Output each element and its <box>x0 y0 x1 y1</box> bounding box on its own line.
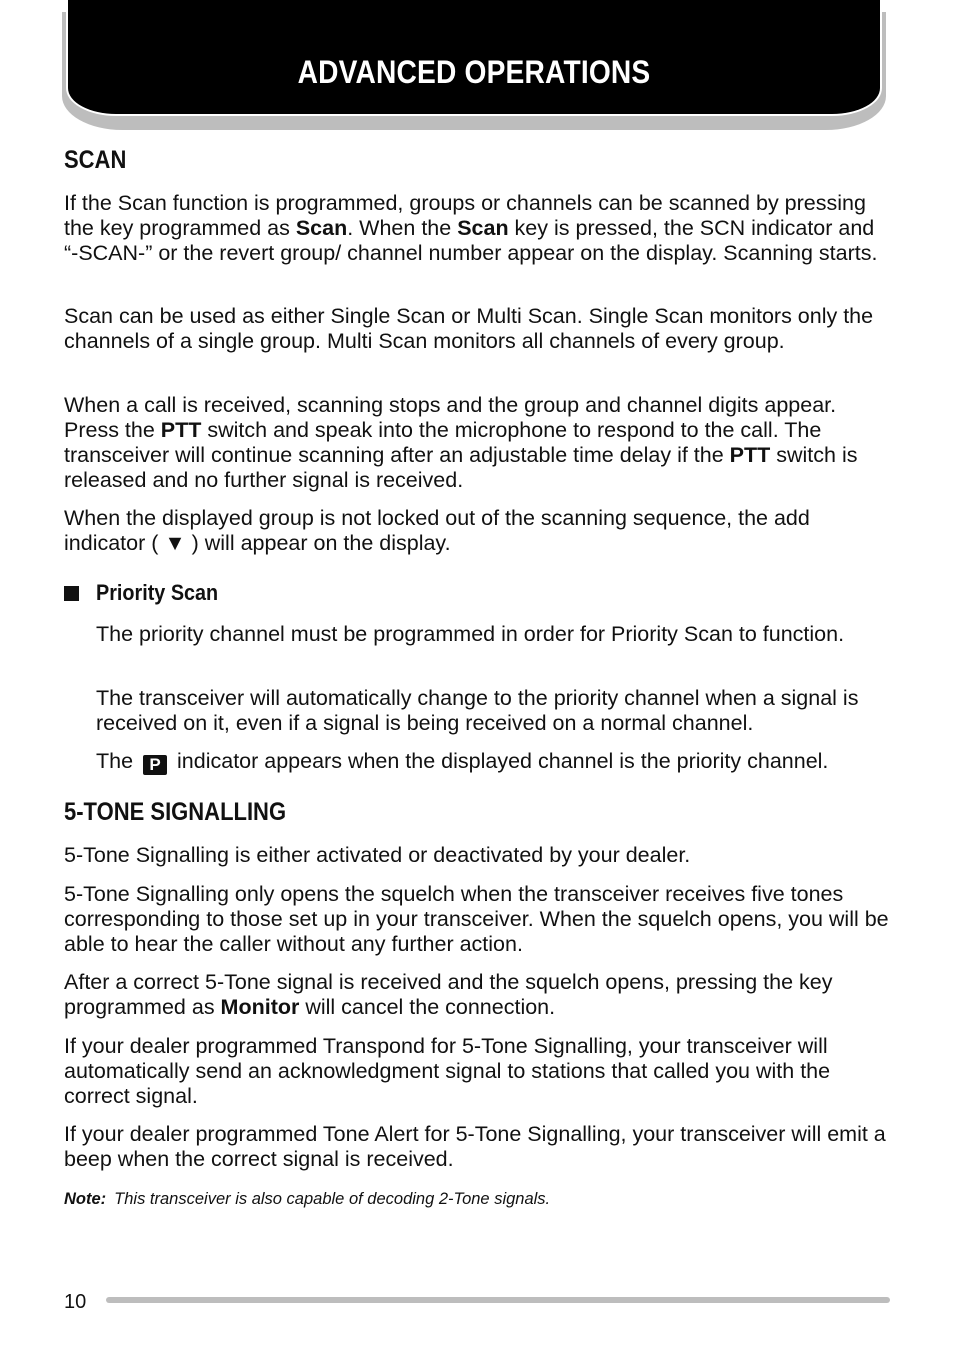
header-banner <box>62 0 886 132</box>
tone-paragraph-5: If your dealer programmed Tone Alert for 5-Tone Signalling, your transceiver will emit a beep when the correct signal is received. <box>64 1122 886 1171</box>
note-label: Note: <box>64 1190 107 1208</box>
tone-paragraph-1: 5-Tone Signalling is either activated or deactivated by your dealer. <box>64 843 691 867</box>
scan-paragraph-4: When the displayed group is not locked out of the scanning sequence, the add indicator ( ▼ ) will appear on the display. <box>64 506 810 555</box>
priority-paragraph-3: The P indicator appears when the displayed channel is the priority channel. <box>96 749 829 774</box>
priority-indicator-icon: P <box>143 755 167 775</box>
priority-scan-heading <box>64 580 232 606</box>
scan-paragraph-3: When a call is received, scanning stops and the group and channel digits appear. Press the PTT switch and speak into the microphone to respond to the call. The transceiver will continue scanning after an adjustable time delay if the PTT switch is released and no further signal is received. <box>64 393 858 492</box>
header-banner-body <box>66 0 882 116</box>
scan-paragraph-2: Scan can be used as either Single Scan or Multi Scan. Single Scan monitors only the channels of a single group. Multi Scan monitors all channels of every group. <box>64 304 874 353</box>
tone-paragraph-4: If your dealer programmed Transpond for 5-Tone Signalling, your transceiver will automatically send an acknowledgment signal to stations that called you with the correct signal. <box>64 1034 831 1108</box>
page-title: ADVANCED OPERATIONS <box>297 54 651 90</box>
bullet-square-icon <box>64 586 79 601</box>
tone-heading: 5-TONE SIGNALLING <box>64 798 287 826</box>
scan-heading: SCAN <box>64 146 127 174</box>
note <box>64 1190 550 1209</box>
tone-paragraph-2: 5-Tone Signalling only opens the squelch when the transceiver receives five tones corresponding to those set up in your transceiver. When the squelch opens, you will be able to hear the caller without any further action. <box>64 882 889 956</box>
footer-rule <box>106 1297 890 1303</box>
tone-paragraph-3: After a correct 5-Tone signal is received and the squelch opens, pressing the key programmed as Monitor will cancel the connection. <box>64 970 833 1019</box>
priority-paragraph-2: The transceiver will automatically change to the priority channel when a signal is received on it, even if a signal is being received on a normal channel. <box>96 686 859 735</box>
scan-paragraph-1: If the Scan function is programmed, groups or channels can be scanned by pressing the key programmed as Scan. When the Scan key is pressed, the SCN indicator and “-SCAN-” or the revert group/ channel number appear on the display. Scanning starts. <box>64 191 878 265</box>
priority-scan-heading-text: Priority Scan <box>96 580 219 605</box>
page-number: 10 <box>64 1291 87 1313</box>
note-text: This transceiver is also capable of decoding 2-Tone signals. <box>114 1190 551 1208</box>
priority-paragraph-1: The priority channel must be programmed in order for Priority Scan to function. <box>96 622 845 646</box>
